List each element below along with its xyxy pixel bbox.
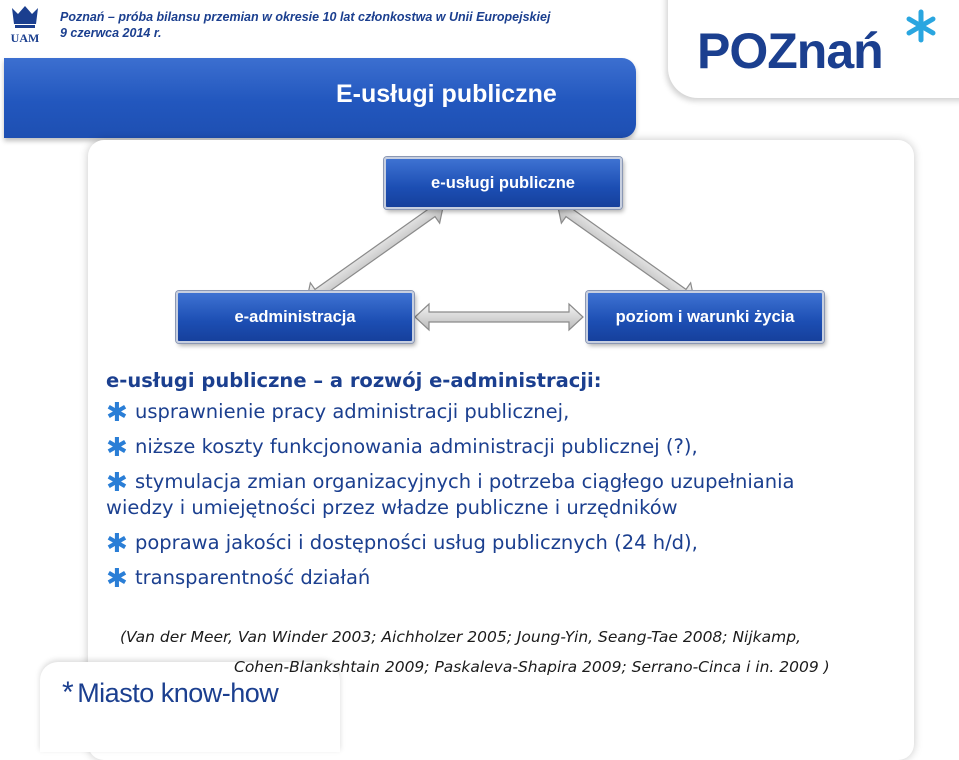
bullet-item <box>106 564 926 594</box>
body-text <box>106 370 926 602</box>
arrow-horizontal <box>415 304 583 330</box>
bullet-text: transparentność działań <box>135 566 371 589</box>
footer-brand: Miasto know-how <box>77 678 279 708</box>
diagram-box-poziom-zycia: poziom i warunki życia <box>586 291 824 343</box>
references <box>120 622 830 682</box>
bullet-text: stymulacja zmian organizacyjnych i potrzeba ciągłego uzupełniania <box>135 470 795 493</box>
header-line-1: Poznań – próba bilansu przemian w okresie 10 lat członkostwa w Unii Europejskiej <box>60 10 551 24</box>
header-date: 9 czerwca 2014 r. <box>60 26 162 40</box>
bullet-item <box>106 468 926 498</box>
content-heading: e-usługi publiczne – a rozwój e-administracji: <box>106 369 602 392</box>
bullet-text: niższe koszty funkcjonowania administracji publicznej (?), <box>135 435 698 458</box>
diagram-box-e-administracja: e-administracja <box>176 291 414 343</box>
references-line-2: Cohen-Blankshtain 2009; Paskaleva-Shapira 2009; Serrano-Cinca i in. 2009 ) <box>234 658 830 676</box>
bullet-text: usprawnienie pracy administracji publicznej, <box>135 400 570 423</box>
asterisk-icon: ✱ <box>106 468 128 498</box>
references-line-1: (Van der Meer, Van Winder 2003; Aichholzer 2005; Joung-Yin, Seang-Tae 2008; Nijkamp, <box>120 628 801 646</box>
diagram-box-e-uslugi: e-usługi publiczne <box>384 157 622 209</box>
asterisk-icon: ✱ <box>106 433 128 463</box>
bullet-text: poprawa jakości i dostępności usług publicznych (24 h/d), <box>135 531 698 554</box>
asterisk-icon: ✱ <box>106 398 128 428</box>
bullet-item <box>106 433 926 463</box>
asterisk-icon: * <box>62 676 74 709</box>
bullet-item <box>106 398 926 428</box>
poznan-logo-text: POZnań <box>697 23 883 79</box>
bullet-item <box>106 529 926 559</box>
asterisk-icon: ✱ <box>106 529 128 559</box>
asterisk-icon: ✱ <box>106 564 128 594</box>
uam-logo-text: UAM <box>10 31 40 45</box>
slide-title: E-usługi publiczne <box>336 80 557 108</box>
footer-logo <box>62 676 278 710</box>
bullet-continuation: wiedzy i umiejętności przez władze publiczne i urzędników <box>106 496 678 519</box>
